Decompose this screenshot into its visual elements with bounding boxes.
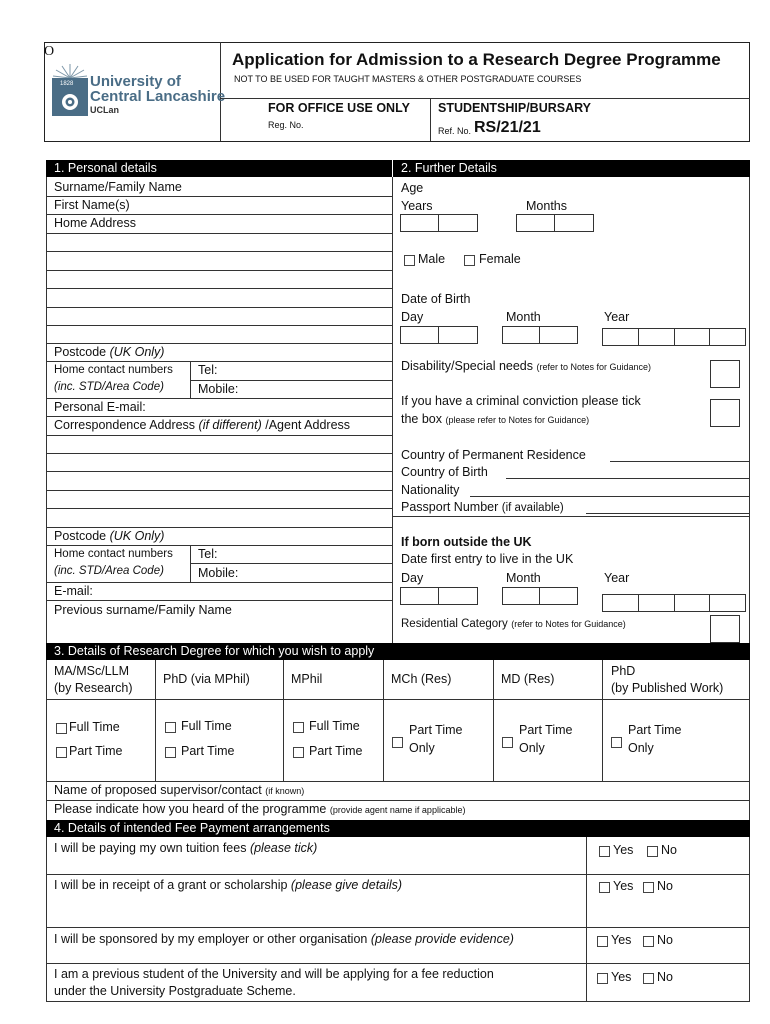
years-label: Years [401, 199, 433, 213]
phd-mphil-part-time-label: Part Time [181, 744, 235, 758]
fee-row-sponsor: I will be sponsored by my employer or other organisation (please provide evidence) [54, 932, 514, 946]
office-use-label: FOR OFFICE USE ONLY [268, 101, 410, 115]
mphil-part-time-checkbox[interactable] [293, 747, 304, 758]
section-2-title: 2. Further Details [401, 161, 497, 175]
disability-label: Disability/Special needs (refer to Notes for Guidance) [401, 359, 652, 373]
sponsor-no-checkbox[interactable] [643, 936, 654, 947]
md-part-time-l1: Part Time [519, 723, 573, 737]
supervisor-label: Name of proposed supervisor/contact (if known) [54, 783, 305, 797]
residential-label: Residential Category (refer to Notes for Guidance) [401, 618, 626, 630]
dob-month-box[interactable] [502, 326, 578, 344]
degree-col-6-l1: PhD [611, 664, 636, 678]
university-logo [48, 62, 226, 122]
dob-month-label: Month [506, 310, 541, 324]
entry-year-label: Year [604, 571, 630, 585]
degree-col-3: MPhil [291, 672, 323, 686]
studentship-label: STUDENTSHIP/BURSARY [438, 101, 592, 115]
form-title: Application for Admission to a Research Degree Programme [232, 50, 721, 69]
home-address-label: Home Address [54, 216, 136, 230]
age-months-box[interactable] [516, 214, 594, 232]
degree-col-1-l2: (by Research) [54, 681, 133, 695]
first-names-label: First Name(s) [54, 198, 130, 212]
disability-box[interactable] [710, 360, 740, 388]
entry-day-box[interactable] [400, 587, 478, 605]
entry-month-box[interactable] [502, 587, 578, 605]
postcode2-label: Postcode (UK Only) [54, 529, 165, 543]
entry-day-label: Day [401, 571, 424, 585]
date-first-entry-label: Date first entry to live in the UK [401, 552, 574, 566]
mch-part-time-l2: Only [409, 741, 435, 755]
criminal-conviction-box[interactable] [710, 399, 740, 427]
degree-col-2: PhD (via MPhil) [163, 672, 250, 686]
md-part-time-l2: Only [519, 741, 545, 755]
ma-part-time-label: Part Time [69, 744, 123, 758]
residential-box[interactable] [710, 615, 740, 643]
phd-published-part-time-checkbox[interactable] [611, 737, 622, 748]
previous-student-no-checkbox[interactable] [643, 973, 654, 984]
country-birth-label: Country of Birth [401, 465, 488, 479]
logo-short: UCLan [90, 105, 119, 115]
home-contact-label: Home contact numbers [54, 364, 173, 376]
own-fees-no-checkbox[interactable] [647, 846, 658, 857]
mphil-full-time-label: Full Time [309, 719, 360, 733]
own-fees-yes-checkbox[interactable] [599, 846, 610, 857]
entry-month-label: Month [506, 571, 541, 585]
degree-col-1-l1: MA/MSc/LLM [54, 664, 130, 678]
grant-no-label: No [657, 879, 673, 893]
male-label: Male [418, 252, 446, 266]
home-contact2-label: Home contact numbers [54, 548, 173, 560]
logo-name-line1: University of [90, 73, 181, 90]
mch-part-time-checkbox[interactable] [392, 737, 403, 748]
section-4-title: 4. Details of intended Fee Payment arrangements [54, 821, 330, 835]
postcode-label: Postcode (UK Only) [54, 345, 165, 359]
mobile2-label: Mobile: [198, 566, 239, 580]
grant-yes-checkbox[interactable] [599, 882, 610, 893]
tel2-label: Tel: [198, 547, 218, 561]
section-3-header [46, 643, 750, 660]
ma-full-time-checkbox[interactable] [56, 723, 67, 734]
sponsor-yes-label: Yes [611, 933, 632, 947]
section-4-header [46, 820, 750, 837]
ref-no-value: RS/21/21 [474, 119, 541, 136]
inc-std-label: (inc. STD/Area Code) [54, 381, 164, 393]
previous-student-no-label: No [657, 970, 673, 984]
criminal-label-line2: the box (please refer to Notes for Guidance) [401, 412, 590, 426]
form-subtitle: NOT TO BE USED FOR TAUGHT MASTERS & OTHER POSTGRADUATE COURSES [234, 74, 582, 84]
ma-part-time-checkbox[interactable] [56, 747, 67, 758]
phd-published-part-time-l1: Part Time [628, 723, 682, 737]
correspondence-address-label: Correspondence Address (if different) /Agent Address [54, 418, 351, 432]
section-3-title: 3. Details of Research Degree for which you wish to apply [54, 644, 375, 658]
logo-name-line2: Central Lancashire [90, 88, 226, 105]
own-fees-no-label: No [661, 843, 677, 857]
previous-student-yes-checkbox[interactable] [597, 973, 608, 984]
mch-part-time-l1: Part Time [409, 723, 463, 737]
previous-surname-label: Previous surname/Family Name [54, 603, 232, 617]
inc-std2-label: (inc. STD/Area Code) [54, 565, 164, 577]
mobile-label: Mobile: [198, 382, 239, 396]
age-label: Age [401, 181, 424, 195]
degree-col-4: MCh (Res) [391, 672, 452, 686]
passport-label: Passport Number (if available) [401, 500, 564, 514]
dob-year-label: Year [604, 310, 630, 324]
criminal-label-line1: If you have a criminal conviction please tick [401, 394, 641, 408]
female-label: Female [479, 252, 521, 266]
phd-mphil-full-time-checkbox[interactable] [165, 722, 176, 733]
country-residence-label: Country of Permanent Residence [401, 448, 586, 462]
reg-no-label: Reg. No. [268, 120, 304, 130]
grant-yes-label: Yes [613, 879, 634, 893]
logo-crest-icon [50, 62, 90, 118]
female-checkbox[interactable] [464, 255, 475, 266]
age-years-box[interactable] [400, 214, 478, 232]
fee-row-previous-l2: under the University Postgraduate Scheme. [54, 984, 296, 998]
fee-row-previous-l1: I am a previous student of the University and will be applying for a fee reduction [54, 967, 494, 981]
md-part-time-checkbox[interactable] [502, 737, 513, 748]
tel-label: Tel: [198, 363, 218, 377]
logo-year: 1828 [60, 81, 74, 87]
months-label: Months [526, 199, 567, 213]
corner-mark: O [44, 44, 55, 59]
heard-label: Please indicate how you heard of the programme (provide agent name if applicable) [54, 802, 466, 816]
section-1-title: 1. Personal details [54, 161, 157, 175]
phd-published-part-time-l2: Only [628, 741, 654, 755]
surname-label: Surname/Family Name [54, 180, 182, 194]
sponsor-no-label: No [657, 933, 673, 947]
own-fees-yes-label: Yes [613, 843, 634, 857]
dob-day-box[interactable] [400, 326, 478, 344]
male-checkbox[interactable] [404, 255, 415, 266]
sponsor-yes-checkbox[interactable] [597, 936, 608, 947]
dob-day-label: Day [401, 310, 424, 324]
fee-row-own: I will be paying my own tuition fees (please tick) [54, 841, 318, 855]
section-1-header [46, 160, 392, 177]
degree-col-5: MD (Res) [501, 672, 555, 686]
mphil-part-time-label: Part Time [309, 744, 363, 758]
grant-no-checkbox[interactable] [643, 882, 654, 893]
born-outside-label: If born outside the UK [401, 535, 532, 549]
degree-col-6-l2: (by Published Work) [611, 681, 724, 695]
personal-email-label: Personal E-mail: [54, 400, 146, 414]
ma-full-time-label: Full Time [69, 720, 120, 734]
email-label: E-mail: [54, 584, 93, 598]
dob-label: Date of Birth [401, 292, 471, 306]
fee-row-grant: I will be in receipt of a grant or scholarship (please give details) [54, 878, 403, 892]
section-2-header [393, 160, 750, 177]
ref-no-label: Ref. No. [438, 126, 472, 136]
mphil-full-time-checkbox[interactable] [293, 722, 304, 733]
phd-mphil-full-time-label: Full Time [181, 719, 232, 733]
nationality-label: Nationality [401, 483, 460, 497]
previous-student-yes-label: Yes [611, 970, 632, 984]
phd-mphil-part-time-checkbox[interactable] [165, 747, 176, 758]
